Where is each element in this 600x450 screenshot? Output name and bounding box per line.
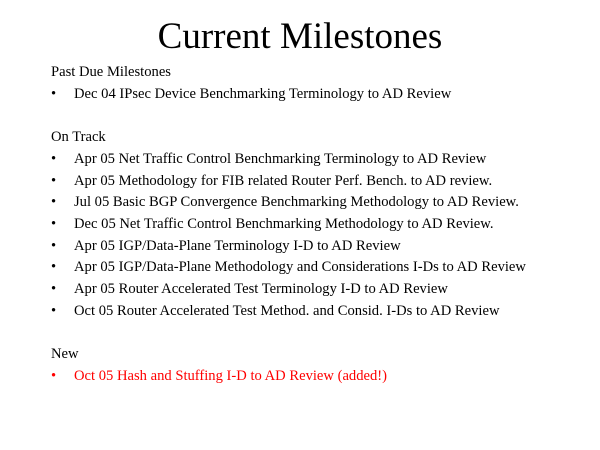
- bullet-icon: •: [51, 367, 57, 384]
- on-track-list: [51, 149, 591, 323]
- bullet-icon: •: [51, 259, 57, 276]
- milestone-text: Apr 05 Router Accelerated Test Terminology I-D to AD Review: [74, 281, 448, 298]
- list-item: [51, 279, 591, 301]
- list-item: [51, 236, 591, 258]
- list-item: [51, 171, 591, 193]
- bullet-icon: •: [51, 194, 57, 211]
- bullet-icon: •: [51, 302, 57, 319]
- past-due-list: [51, 84, 591, 106]
- new-heading: New: [51, 346, 79, 363]
- bullet-icon: •: [51, 281, 57, 298]
- bullet-icon: •: [51, 85, 57, 102]
- list-item: [51, 301, 591, 323]
- bullet-icon: •: [51, 172, 57, 189]
- new-list: [51, 366, 591, 388]
- list-item: [51, 149, 591, 171]
- milestone-text: Dec 05 Net Traffic Control Benchmarking Methodology to AD Review.: [74, 215, 494, 232]
- list-item: [51, 192, 591, 214]
- milestone-text: Apr 05 IGP/Data-Plane Methodology and Considerations I-Ds to AD Review: [74, 259, 526, 276]
- milestone-text: Dec 04 IPsec Device Benchmarking Terminology to AD Review: [74, 85, 452, 102]
- slide-title: Current Milestones: [157, 16, 443, 57]
- slide-body: [51, 62, 591, 388]
- milestone-text: Oct 05 Router Accelerated Test Method. and Consid. I-Ds to AD Review: [74, 302, 500, 319]
- milestone-text: Apr 05 Methodology for FIB related Router Perf. Bench. to AD review.: [74, 172, 493, 189]
- list-item: [51, 84, 591, 106]
- list-item: [51, 366, 591, 388]
- milestone-text: Apr 05 Net Traffic Control Benchmarking Terminology to AD Review: [74, 150, 487, 167]
- milestone-text: Apr 05 IGP/Data-Plane Terminology I-D to AD Review: [74, 237, 401, 254]
- list-item: [51, 257, 591, 279]
- milestone-text: Oct 05 Hash and Stuffing I-D to AD Review (added!): [74, 367, 388, 384]
- list-item: [51, 214, 591, 236]
- milestone-text: Jul 05 Basic BGP Convergence Benchmarking Methodology to AD Review.: [74, 194, 519, 211]
- bullet-icon: •: [51, 237, 57, 254]
- bullet-icon: •: [51, 150, 57, 167]
- on-track-heading: On Track: [51, 129, 106, 146]
- past-due-heading: Past Due Milestones: [51, 64, 171, 80]
- bullet-icon: •: [51, 215, 57, 232]
